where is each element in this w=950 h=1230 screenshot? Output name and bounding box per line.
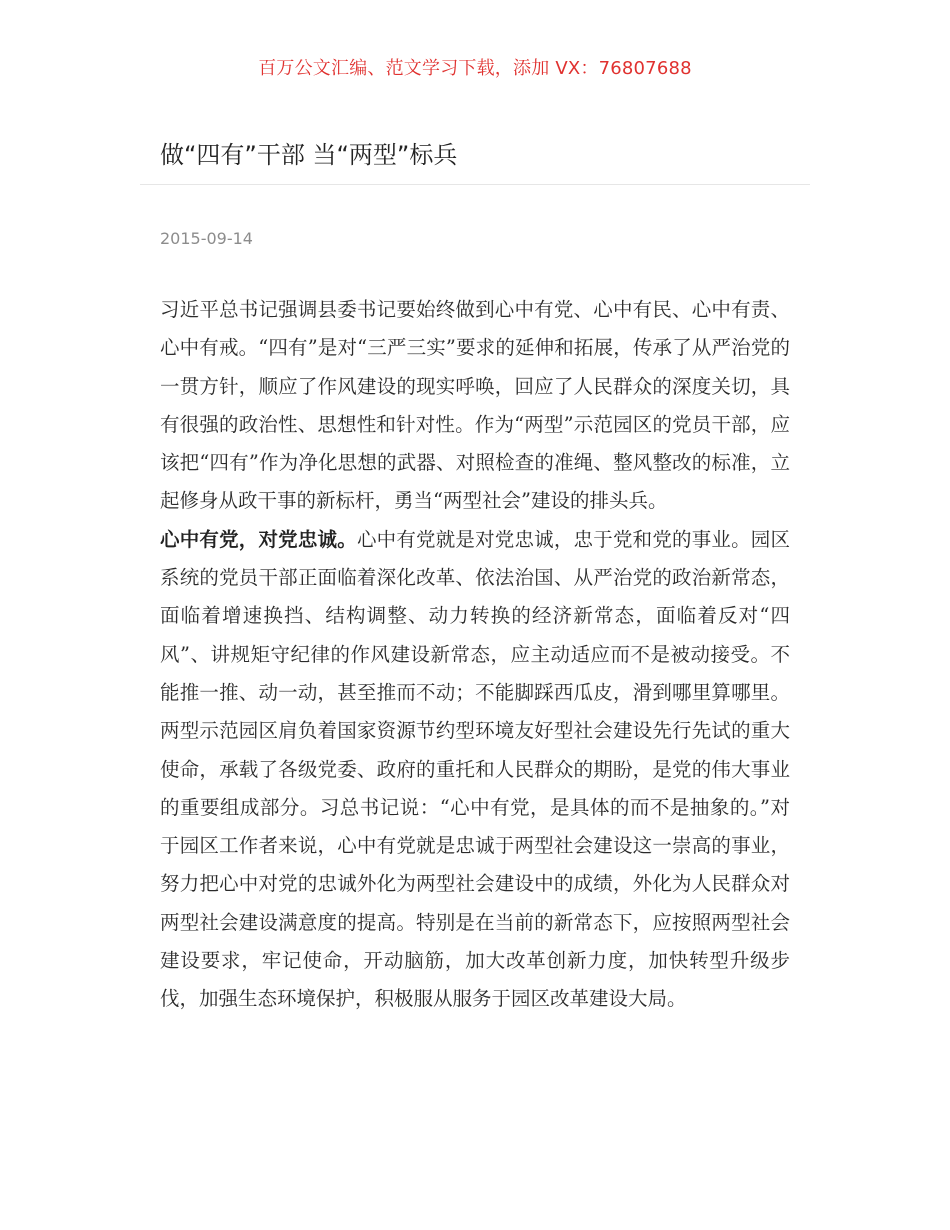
paragraph-intro [160, 291, 790, 521]
article-title: 做“四有”干部 当“两型”标兵 [160, 141, 458, 169]
publish-date: 2015-09-14 [160, 229, 253, 248]
paragraph-lead: 心中有党，对党忠诚。 [160, 527, 357, 551]
paragraph-text: 心中有党就是对党忠诚，忠于党和党的事业。园区系统的党员干部正面临着深化改革、依法治国、从严治党的政治新常态，面临着增速换挡、结构调整、动力转换的经济新常态，面临着反对“四风”、讲规矩守纪律的作风建设新常态，应主动适应而不是被动接受。不能推一推、动一动，甚至推而不动；不能脚踩西瓜皮，滑到哪里算哪里。两型示范园区肩负着国家资源节约型环境友好型社会建设先行先试的重大使命，承载了各级党委、政府的重托和人民群众的期盼，是党的伟大事业的重要组成部分。习总书记说：“心中有党，是具体的而不是抽象的。”对于园区工作者来说，心中有党就是忠诚于两型社会建设这一崇高的事业，努力把心中对党的忠诚外化为两型社会建设中的成绩，外化为人民群众对两型社会建设满意度的提高。特别是在当前的新常态下，应按照两型社会建设要求，牢记使命，开动脑筋，加大改革创新力度，加快转型升级步伐，加强生态环境保护，积极服从服务于园区改革建设大局。 [160, 527, 790, 1011]
title-divider [140, 184, 810, 185]
paragraph-loyalty [160, 521, 790, 1019]
article-body [160, 291, 790, 1019]
paragraph-text: 习近平总书记强调县委书记要始终做到心中有党、心中有民、心中有责、心中有戒。“四有”是对“三严三实”要求的延伸和拓展，传承了从严治党的一贯方针，顺应了作风建设的现实呼唤，回应了人民群众的深度关切，具有很强的政治性、思想性和针对性。作为“两型”示范园区的党员干部，应该把“四有”作为净化思想的武器、对照检查的准绳、整风整改的标准，立起修身从政干事的新标杆，勇当“两型社会”建设的排头兵。 [160, 298, 790, 513]
promo-banner: 百万公文汇编、范文学习下载，添加 VX：76807688 [258, 58, 692, 79]
